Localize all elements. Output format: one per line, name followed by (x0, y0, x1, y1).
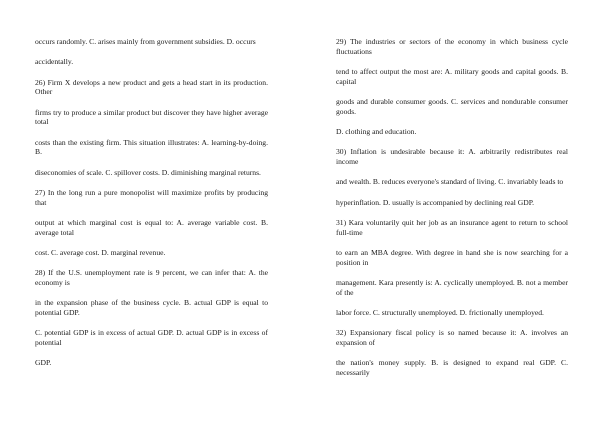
right-text-column (336, 37, 568, 388)
question-32-text: 32) Expansionary fiscal policy is so named because it: A. involves an expansion of (336, 328, 568, 348)
text-line: output at which marginal cost is equal to: A. average variable cost. B. average total (35, 218, 268, 237)
question-31-text: 31) Kara voluntarily quit her job as an insurance agent to return to school full-time (336, 218, 568, 237)
question-26-text: 26) Firm X develops a new product and gets a head start in its production. Other (35, 77, 268, 97)
text-line: hyperinflation. D. usually is accompanied by declining real GDP. (336, 197, 535, 207)
text-line: occurs randomly. C. arises mainly from government subsidies. D. occurs (35, 37, 256, 46)
text-line: cost. C. average cost. D. marginal revenue. (35, 248, 166, 258)
question-28-text: 28) If the U.S. unemployment rate is 9 percent, we can infer that: A. the economy is (35, 268, 268, 288)
text-line: goods and durable consumer goods. C. services and nondurable consumer goods. (336, 96, 568, 116)
text-line: the nation's money supply. B. is designed to expand real GDP. C. necessarily (336, 358, 568, 378)
question-27-text: 27) In the long run a pure monopolist will maximize profits by producing that (35, 188, 268, 207)
text-line: tend to affect output the most are: A. military goods and capital goods. B. capital (336, 66, 568, 86)
text-line: costs than the existing firm. This situation illustrates: A. learning-by-doing. B. (35, 137, 268, 157)
text-line: C. potential GDP is in excess of actual GDP. D. actual GDP is in excess of potential (35, 328, 268, 348)
question-30-text: 30) Inflation is undesirable because it: A. arbitrarily redistributes real income (336, 147, 568, 166)
text-line: GDP. (35, 358, 52, 368)
text-line: accidentally. (35, 57, 74, 67)
text-line: D. clothing and education. (336, 126, 417, 136)
text-line: diseconomies of scale. C. spillover costs. D. diminishing marginal returns. (35, 167, 261, 177)
text-line: to earn an MBA degree. With degree in hand she is now searching for a position in (336, 248, 568, 267)
text-line: labor force. C. structurally unemployed. D. frictionally unemployed. (336, 308, 544, 318)
text-line: in the expansion phase of the business cycle. B. actual GDP is equal to potential GDP. (35, 298, 268, 318)
text-line: management. Kara presently is: A. cyclically unemployed. B. not a member of the (336, 278, 568, 297)
text-line: firms try to produce a similar product but discover they have higher average total (35, 107, 268, 127)
question-29-text: 29) The industries or sectors of the economy in which business cycle fluctuations (336, 37, 568, 56)
left-text-column (35, 37, 268, 379)
text-line: and wealth. B. reduces everyone's standard of living. C. invariably leads to (336, 177, 564, 187)
